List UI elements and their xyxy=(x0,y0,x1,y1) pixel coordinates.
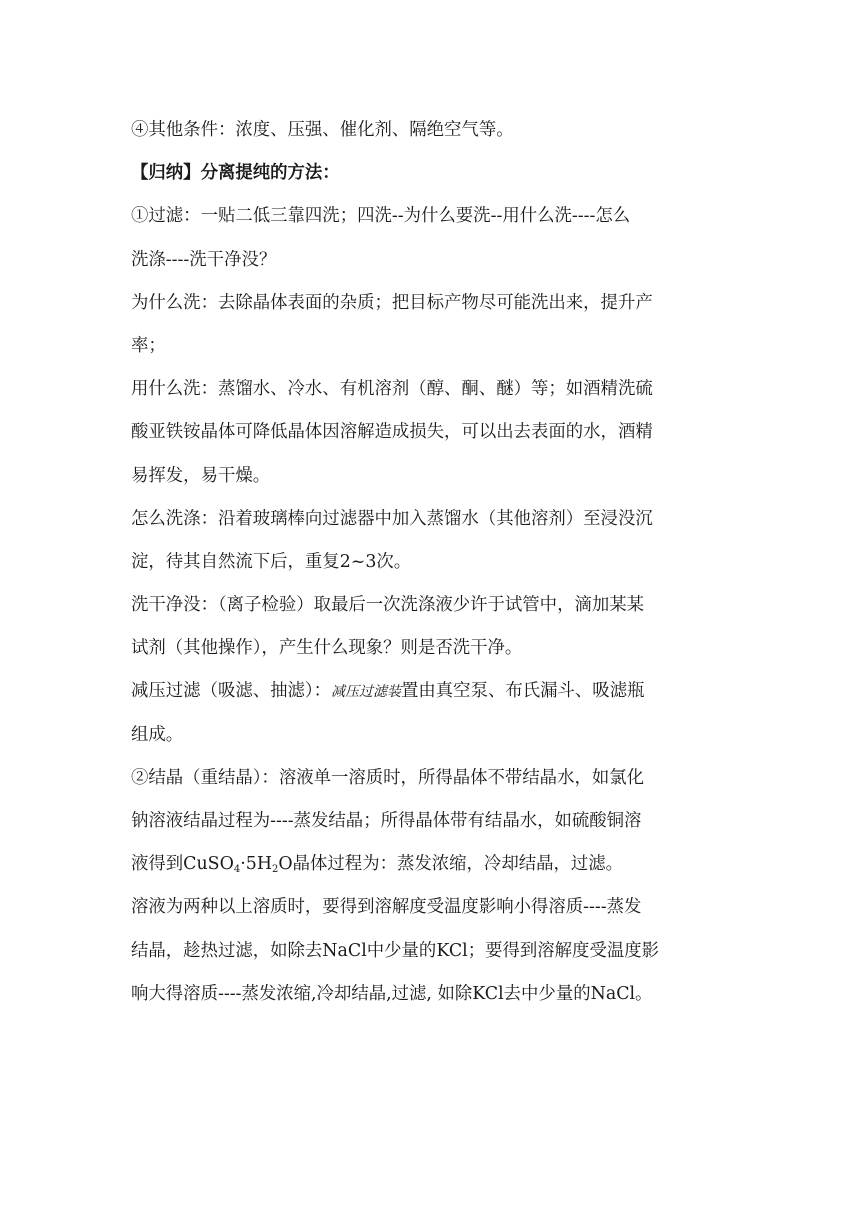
text-segment: 置由真空泵、布氏漏斗、吸滤瓶 xyxy=(401,681,645,702)
text-segment: O晶体过程为：蒸发浓缩，冷却结晶，过滤。 xyxy=(278,854,624,875)
text-line: 响大得溶质----蒸发浓缩,冷却结晶,过滤, 如除KCl去中少量的NaCl。 xyxy=(131,983,653,1004)
document-body xyxy=(131,109,741,1016)
text-line: ④其他条件：浓度、压强、催化剂、隔绝空气等。 xyxy=(131,120,514,140)
text-line: 洗涤----洗干净没？ xyxy=(131,249,277,270)
text-line: 怎么洗涤：沿着玻璃棒向过滤器中加入蒸馏水（其他溶剂）至浸没沉 xyxy=(131,508,653,529)
italic-text-segment: 减压过滤装 xyxy=(331,684,401,701)
subscript: 2 xyxy=(272,864,279,876)
text-line: 洗干净没：（离子检验）取最后一次洗涤液少许于试管中，滴加某某 xyxy=(131,595,645,616)
text-line: 用什么洗：蒸馏水、冷水、有机溶剂（醇、酮、醚）等；如酒精洗硫 xyxy=(131,379,653,400)
text-line: 试剂（其他操作），产生什么现象？则是否洗干净。 xyxy=(131,638,523,659)
text-segment: 液得到CuSO xyxy=(131,854,234,875)
text-line: 易挥发，易干燥。 xyxy=(131,465,271,486)
text-line-mixed xyxy=(131,670,741,713)
text-line: ②结晶（重结晶）：溶液单一溶质时，所得晶体不带结晶水，如氯化 xyxy=(131,767,645,788)
text-line: 结晶，趁热过滤，如除去NaCl中少量的KCl；要得到溶解度受温度影 xyxy=(131,940,660,961)
text-line: 酸亚铁铵晶体可降低晶体因溶解造成损失，可以出去表面的水，酒精 xyxy=(131,422,653,443)
text-line: 钠溶液结晶过程为----蒸发结晶；所得晶体带有结晶水，如硫酸铜溶 xyxy=(131,811,642,831)
text-line-formula xyxy=(131,843,741,886)
text-line: 为什么洗：去除晶体表面的杂质；把目标产物尽可能洗出来，提升产 xyxy=(131,292,653,313)
text-line: 淀，待其自然流下后，重复2~3次。 xyxy=(131,551,412,572)
text-segment: 减压过滤（吸滤、抽滤）： xyxy=(131,681,331,702)
text-line: ①过滤：一贴二低三靠四洗；四洗--为什么要洗--用什么洗----怎么 xyxy=(131,206,631,227)
text-line: 组成。 xyxy=(131,724,184,745)
text-segment: ·5H xyxy=(240,854,272,875)
subscript: 4 xyxy=(233,864,241,876)
text-line: 率； xyxy=(131,335,166,356)
section-heading: 【归纳】分离提纯的方法： xyxy=(131,163,340,184)
text-line: 溶液为两种以上溶质时，要得到溶解度受温度影响小得溶质----蒸发 xyxy=(131,897,642,918)
